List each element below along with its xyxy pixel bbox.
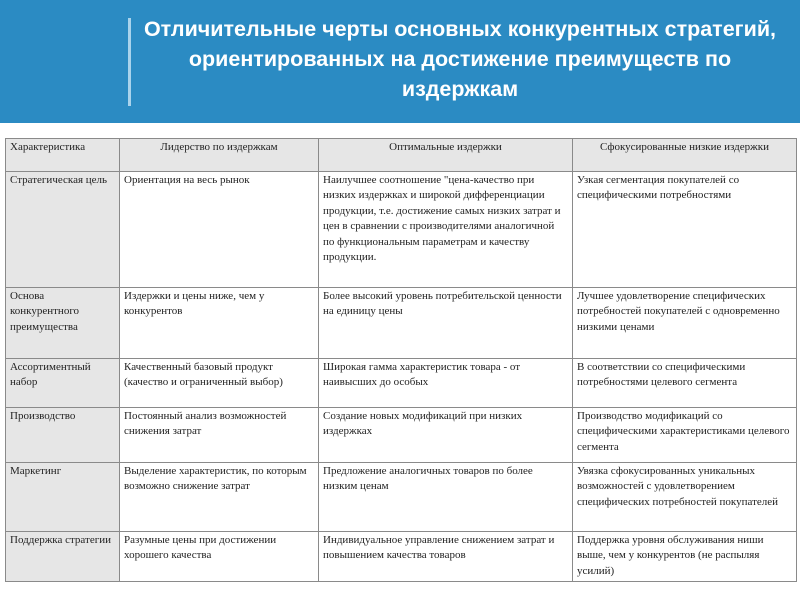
- header-divider: [128, 18, 131, 106]
- table-row: [6, 172, 797, 288]
- header-optimal-costs: Оптимальные издержки: [319, 139, 573, 172]
- table-cell: Разумные цены при достижении хорошего качества: [120, 532, 319, 582]
- slide-title: Отличительные черты основных конкурентных стратегий, ориентированных на достижение преимуществ по издержкам: [143, 17, 777, 101]
- header-characteristic: Характеристика: [6, 139, 120, 172]
- table-cell: Лучшее удовлетворение специфических потребностей покупателей с одновременно низкими ценами: [573, 288, 797, 359]
- table-cell: Ориентация на весь рынок: [120, 172, 319, 288]
- table-cell: Издержки и цены ниже, чем у конкурентов: [120, 288, 319, 359]
- table-row: [6, 463, 797, 532]
- table-cell: Выделение характеристик, по которым возможно снижение затрат: [120, 463, 319, 532]
- header-focused-low-costs: Сфокусированные низкие издержки: [573, 139, 797, 172]
- table-cell: Широкая гамма характеристик товара - от наивысших до особых: [319, 359, 573, 408]
- table-cell: Создание новых модификаций при низких издержках: [319, 408, 573, 463]
- table-cell: Наилучшее соотношение "цена-качество при низких издержках и широкой дифференциации продукции, т.е. достижение самых низких затрат и цен в сравнении с производителями аналогичной по функциональным параметрам и качеству продукции.: [319, 172, 573, 288]
- table-cell: В соответствии со специфическими потребностями целевого сегмента: [573, 359, 797, 408]
- table-cell: Постоянный анализ возможностей снижения затрат: [120, 408, 319, 463]
- table-cell: Индивидуальное управление снижением затрат и повышением качества товаров: [319, 532, 573, 582]
- table-cell: Маркетинг: [6, 463, 120, 532]
- table-cell: Производство: [6, 408, 120, 463]
- table-cell: Качественный базовый продукт (качество и ограниченный выбор): [120, 359, 319, 408]
- table-cell: Узкая сегментация покупателей со специфическими потребностями: [573, 172, 797, 288]
- strategy-table: [5, 138, 797, 582]
- table-cell: Ассортиментный набор: [6, 359, 120, 408]
- table-cell: Предложение аналогичных товаров по более низким ценам: [319, 463, 573, 532]
- header-cost-leadership: Лидерство по издержкам: [120, 139, 319, 172]
- table-cell: Поддержка стратегии: [6, 532, 120, 582]
- table-cell: Основа конкурентного преимущества: [6, 288, 120, 359]
- table-row: [6, 408, 797, 463]
- slide-header: [0, 0, 800, 123]
- table-header-row: [6, 139, 797, 172]
- table-row: [6, 359, 797, 408]
- table-cell: Производство модификаций со специфическими характеристиками целевого сегмента: [573, 408, 797, 463]
- table-cell: Более высокий уровень потребительской ценности на единицу цены: [319, 288, 573, 359]
- table-row: [6, 532, 797, 582]
- table-cell: Поддержка уровня обслуживания ниши выше, чем у конкурентов (не распыляя усилий): [573, 532, 797, 582]
- table-cell: Стратегическая цель: [6, 172, 120, 288]
- table-cell: Увязка сфокусированных уникальных возможностей с удовлетворением специфических потребностей покупателей: [573, 463, 797, 532]
- table-row: [6, 288, 797, 359]
